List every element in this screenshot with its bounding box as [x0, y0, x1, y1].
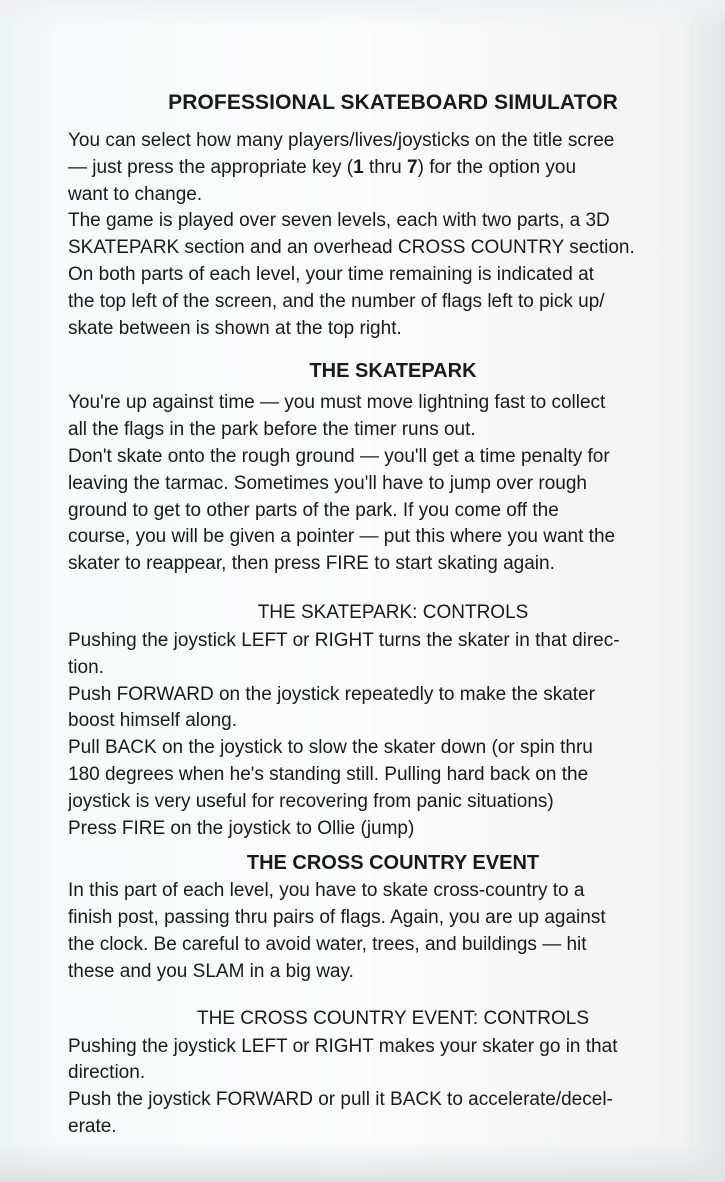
skatepark-line: leaving the tarmac. Sometimes you'll have to jump over rough — [68, 472, 587, 494]
skatepark-line: course, you will be given a pointer — put this where you want the — [68, 526, 616, 548]
intro-line: On both parts of each level, your time remaining is indicated at — [68, 263, 594, 285]
key-last: 7 — [407, 156, 418, 178]
skatepark-controls-line: 180 degrees when he's standing still. Pulling hard back on the — [68, 763, 589, 785]
skatepark-controls-line: joystick is very useful for recovering from panic situations) — [68, 790, 554, 812]
intro-line: the top left of the screen, and the number of flags left to pick up/ — [68, 290, 605, 312]
section-heading-skatepark-controls: THE SKATEPARK: CONTROLS — [257, 601, 529, 623]
skatepark-line: skater to reappear, then press FIRE to start skating again. — [68, 553, 555, 575]
page-edge-shadow-top — [0, 0, 725, 28]
cross-country-controls-line: Push the joystick FORWARD or pull it BACK to accelerate/decel- — [68, 1089, 613, 1111]
key-first: 1 — [353, 156, 364, 178]
cross-country-controls-line: erate. — [68, 1115, 117, 1137]
skatepark-controls-line: Pushing the joystick LEFT or RIGHT turns the skater in that direc- — [68, 629, 620, 651]
intro-line: SKATEPARK section and an overhead CROSS COUNTRY section. — [68, 237, 635, 259]
section-heading-cross-country: THE CROSS COUNTRY EVENT — [246, 852, 540, 875]
skatepark-controls-line: Push FORWARD on the joystick repeatedly to make the skater — [68, 683, 595, 705]
intro-paragraph — [68, 128, 718, 342]
document-title: PROFESSIONAL SKATEBOARD SIMULATOR — [168, 91, 618, 114]
cross-country-line: In this part of each level, you have to skate cross-country to a — [68, 880, 585, 902]
skatepark-controls-line: boost himself along. — [68, 710, 237, 732]
skatepark-line: ground to get to other parts of the park. If you come off the — [68, 499, 559, 521]
cross-country-controls-line: direction. — [68, 1062, 146, 1084]
cross-country-line: finish post, passing thru pairs of flags. Again, you are up against — [68, 907, 606, 929]
skatepark-controls-line: Pull BACK on the joystick to slow the skater down (or spin thru — [68, 737, 593, 759]
section-heading-skatepark: THE SKATEPARK — [309, 360, 477, 383]
page-edge-shadow-bottom — [0, 1142, 725, 1182]
skatepark-line: You're up against time — you must move lightning fast to collect — [68, 392, 606, 414]
section-heading-cross-country-controls: THE CROSS COUNTRY EVENT: CONTROLS — [196, 1007, 590, 1029]
skatepark-line: all the flags in the park before the timer runs out. — [68, 419, 476, 441]
skatepark-controls-paragraph — [68, 628, 718, 842]
cross-country-paragraph — [68, 878, 718, 985]
skatepark-controls-line: Press FIRE on the joystick to Ollie (jump) — [68, 817, 415, 839]
skatepark-paragraph — [68, 390, 718, 578]
intro-line: want to change. — [68, 183, 203, 205]
skatepark-controls-line: tion. — [68, 656, 104, 678]
intro-line: You can select how many players/lives/joysticks on the title scree — [68, 130, 615, 151]
intro-line-keys: — just press the appropriate key (1 thru 7) for the option you — [68, 156, 577, 178]
cross-country-line: these and you SLAM in a big way. — [68, 960, 354, 982]
intro-line: The game is played over seven levels, each with two parts, a 3D — [68, 210, 610, 232]
cross-country-controls-line: Pushing the joystick LEFT or RIGHT makes your skater go in that — [68, 1035, 618, 1057]
intro-line: skate between is shown at the top right. — [68, 317, 402, 339]
cross-country-line: the clock. Be careful to avoid water, trees, and buildings — hit — [68, 933, 587, 955]
cross-country-controls-paragraph — [68, 1034, 718, 1141]
skatepark-line: Don't skate onto the rough ground — you'll get a time penalty for — [68, 445, 610, 467]
manual-content — [68, 88, 718, 1141]
